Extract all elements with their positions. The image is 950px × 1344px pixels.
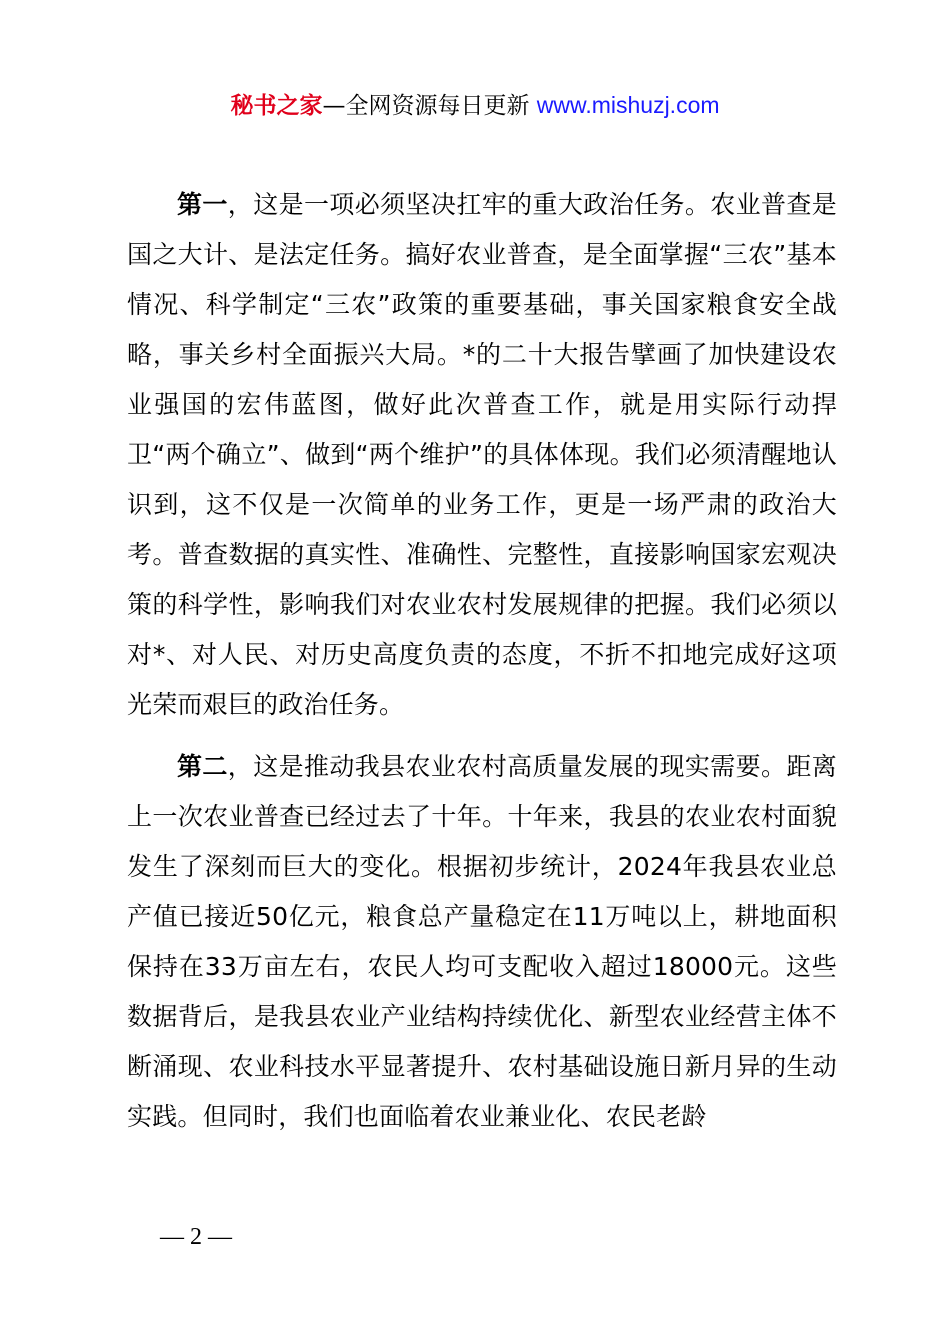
page-number: — 2 — <box>160 1224 232 1250</box>
paragraph-first-lead: 第一 <box>177 190 228 219</box>
paragraph-first <box>127 180 837 730</box>
document-body <box>127 180 837 1142</box>
paragraph-second-text: ，这是推动我县农业农村高质量发展的现实需要。距离上一次农业普查已经过去了十年。十年来，我县的农业农村面貌发生了深刻而巨大的变化。根据初步统计，2024年我县农业总产值已接近50亿元，粮食总产量稳定在11万吨以上，耕地面积保持在33万亩左右，农民人均可支配收入超过18000元。这些数据背后，是我县农业产业结构持续优化、新型农业经营主体不断涌现、农业科技水平显著提升、农村基础设施日新月异的生动实践。但同时，我们也面临着农业兼业化、农民老龄 <box>127 752 837 1131</box>
brand-name: 秘书之家 <box>230 93 323 119</box>
site-url-link[interactable]: www.mishuzj.com <box>536 92 720 118</box>
paragraph-second-lead: 第二 <box>177 752 228 781</box>
paragraph-second <box>127 742 837 1142</box>
header-tagline: —全网资源每日更新 <box>322 93 537 119</box>
paragraph-first-text: ，这是一项必须坚决扛牢的重大政治任务。农业普查是国之大计、是法定任务。搞好农业普查，是全面掌握“三农”基本情况、科学制定“三农”政策的重要基础，事关国家粮食安全战略，事关乡村全面振兴大局。*的二十大报告擘画了加快建设农业强国的宏伟蓝图，做好此次普查工作，就是用实际行动捍卫“两个确立”、做到“两个维护”的具体体现。我们必须清醒地认识到，这不仅是一次简单的业务工作，更是一场严肃的政治大考。普查数据的真实性、准确性、完整性，直接影响国家宏观决策的科学性，影响我们对农业农村发展规律的把握。我们必须以对*、对人民、对历史高度负责的态度，不折不扣地完成好这项光荣而艰巨的政治任务。 <box>127 190 837 719</box>
site-header <box>0 88 950 123</box>
